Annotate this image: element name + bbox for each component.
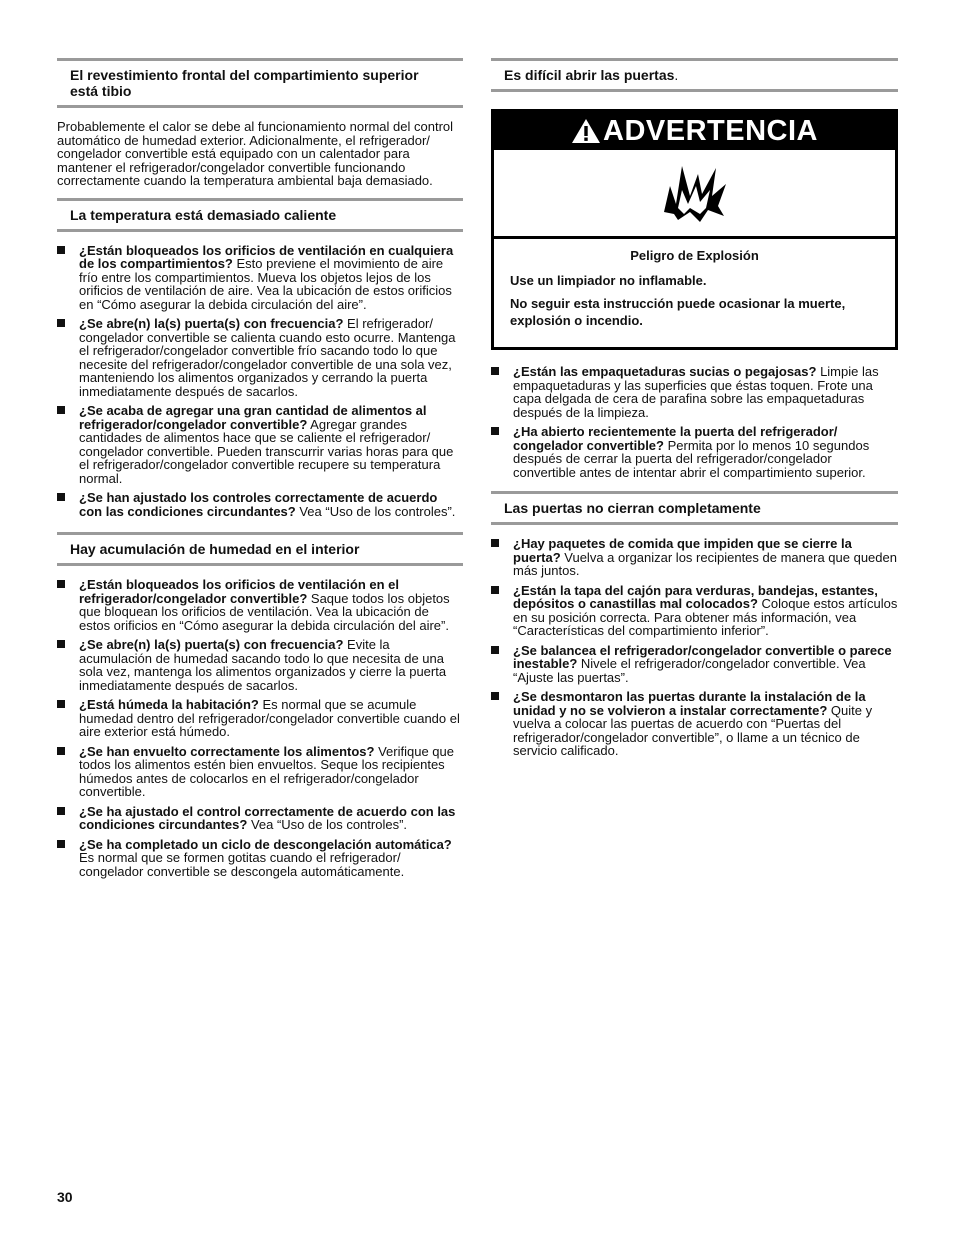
item-question: ¿Se ha completado un ciclo de descongelación automática?	[79, 836, 452, 852]
item-answer: Vea “Uso de los controles”.	[247, 817, 408, 832]
bullet-square-icon	[57, 580, 65, 588]
section-heading: Las puertas no cierran completamente	[491, 491, 898, 525]
item-answer: Saque todos los objetos que bloquean los orificios de ventilación. Vea la ubicación de estos orificios en “Cómo asegurar la debida circulación del aire”.	[79, 590, 450, 633]
warning-line: No seguir esta instrucción puede ocasionar la muerte, explosión o incendio.	[510, 296, 846, 328]
list-item	[57, 491, 463, 518]
item-question: ¿Se desmontaron las puertas durante la instalación de la unidad y no se volvieron a instalar correctamente?	[513, 689, 866, 718]
item-question: ¿Se acaba de agregar una gran cantidad de alimentos al refrigerador/congelador convertible?	[79, 403, 427, 432]
warning-pictogram	[494, 150, 895, 239]
item-answer: Evite la acumulación de humedad sacando todo lo que necesita de una sola vez, mantenga los alimentos organizados y cierre la puerta inmediatamente después de sacarlos.	[79, 637, 447, 693]
item-answer: Vea “Uso de los controles”.	[295, 503, 456, 519]
list-item	[491, 584, 898, 638]
bullet-square-icon	[57, 640, 65, 648]
item-answer: Coloque estos artículos en su posición correcta. Para obtener más información, vea “Características del compartimiento inferior”.	[513, 596, 898, 638]
item-answer: Esto previene el movimiento de aire frío entre los compartimientos. Mueva los objetos lejos de los orificios de ventilación de aire. Vea la ubicación de estos orificios en “Cómo asegurar la debida circulación del aire”.	[79, 256, 452, 312]
bullet-square-icon	[57, 493, 65, 501]
warning-line: Use un limpiador no inflamable.	[510, 273, 707, 288]
list-item	[57, 578, 463, 632]
list-item	[57, 317, 463, 398]
bullet-square-icon	[57, 319, 65, 327]
left-column	[57, 58, 463, 884]
bullet-list	[57, 578, 463, 878]
section-heading: El revestimiento frontal del compartimiento superior está tibio	[57, 58, 463, 108]
item-question: ¿Están bloqueados los orificios de ventilación en el refrigerador/congelador convertible?	[79, 577, 400, 606]
item-question: ¿Está húmeda la habitación?	[79, 697, 259, 712]
list-item	[57, 638, 463, 692]
item-answer: Es normal que se acumule humedad dentro del refrigerador/congelador convertible cuando el aire exterior está húmedo.	[79, 697, 460, 739]
list-item	[57, 838, 463, 879]
item-question: ¿Se balancea el refrigerador/congelador convertible o parece inestable?	[513, 642, 892, 671]
item-answer: Verifique que todos los alimentos estén bien envueltos. Seque los recipientes húmedos antes de colocarlos en el refrigerador/congelador convertible.	[79, 743, 454, 799]
list-item	[491, 644, 898, 685]
item-question: ¿Se abre(n) la(s) puerta(s) con frecuencia?	[79, 637, 344, 652]
item-answer: El refrigerador/ congelador convertible se calienta cuando esto ocurre. Mantenga el refrigerador/congelador convertible frío sacando todo lo que necesite del refrigerador/congelador convertible de una sola vez, manteniendo los alimentos organizados y cerrando la puerta inmediatamente después de sacarlos.	[79, 316, 456, 399]
list-item	[57, 244, 463, 312]
item-answer: Nivele el refrigerador/congelador convertible. Vea “Ajuste las puertas”.	[513, 656, 866, 685]
bullet-square-icon	[491, 646, 499, 654]
warning-title-bar	[494, 112, 895, 150]
bullet-square-icon	[491, 367, 499, 375]
bullet-square-icon	[57, 246, 65, 254]
item-question: ¿Se han envuelto correctamente los alimentos?	[79, 743, 375, 759]
item-question: ¿Se ha ajustado el control correctamente de acuerdo con las condiciones circundantes?	[79, 803, 456, 832]
bullet-square-icon	[491, 539, 499, 547]
item-question: ¿Ha abierto recientemente la puerta del refrigerador/ congelador convertible?	[513, 424, 838, 453]
warning-title: ADVERTENCIA	[603, 114, 818, 147]
right-column	[491, 58, 898, 764]
item-question: ¿Están las empaquetaduras sucias o pegajosas?	[513, 364, 817, 379]
section-heading	[491, 58, 898, 92]
bullet-square-icon	[57, 406, 65, 414]
paragraph: Probablemente el calor se debe al funcionamiento normal del control automático de humedad exterior. Adicionalmente, el refrigerador/ congelador convertible está equipado con un calentador para mantener el refrigerador/congelador convertible funcionando correctamente cuando la temperatura ambiental baja demasiado.	[57, 119, 454, 188]
list-item	[491, 537, 898, 578]
section-heading: La temperatura está demasiado caliente	[57, 198, 463, 232]
item-answer: Agregar grandes cantidades de alimentos hace que se caliente el refrigerador/ congelador convertible. Pueden transcurrir varias horas para que el refrigerador/congelador convertible recupere su temperatura normal.	[79, 416, 454, 486]
list-item	[57, 745, 463, 799]
list-item	[57, 698, 463, 739]
item-question: ¿Hay paquetes de comida que impiden que se cierre la puerta?	[513, 536, 852, 565]
list-item	[491, 690, 898, 758]
bullet-list	[491, 537, 898, 758]
item-answer: Vuelva a organizar los recipientes de manera que queden más juntos.	[513, 549, 897, 578]
warning-text	[494, 239, 895, 347]
bullet-square-icon	[491, 586, 499, 594]
item-answer: Permita por lo menos 10 segundos después de cerrar la puerta del refrigerador/congelador convertible antes de intentar abrir el compartimiento superior.	[513, 437, 870, 480]
item-question: ¿Se abre(n) la(s) puerta(s) con frecuencia?	[79, 316, 344, 331]
warning-danger-label: Peligro de Explosión	[630, 248, 759, 263]
bullet-square-icon	[491, 427, 499, 435]
bullet-square-icon	[57, 840, 65, 848]
heading-period: .	[674, 67, 679, 83]
heading-text: Es difícil abrir las puertas	[504, 67, 675, 83]
explosion-icon	[660, 160, 730, 226]
item-answer: Es normal que se formen gotitas cuando el refrigerador/ congelador convertible se descongela automáticamente.	[79, 850, 405, 879]
page-number: 30	[57, 1189, 73, 1205]
bullet-square-icon	[57, 747, 65, 755]
bullet-square-icon	[57, 700, 65, 708]
list-item	[491, 365, 898, 419]
item-question: ¿Están la tapa del cajón para verduras, bandejas, estantes, depósitos o canastillas mal colocados?	[513, 582, 878, 611]
section-heading: Hay acumulación de humedad en el interior	[57, 532, 463, 566]
item-question: ¿Se han ajustado los controles correctamente de acuerdo con las condiciones circundantes?	[79, 490, 438, 519]
list-item	[57, 404, 463, 485]
item-answer: Quite y vuelva a colocar las puertas de acuerdo con “Puertas del refrigerador/congelador convertible”, o llame a un técnico de servicio calificado.	[513, 702, 873, 758]
item-answer: Limpie las empaquetaduras y las superficies que éstas toquen. Frote una capa delgada de cera de parafina sobre las empaquetaduras después de la limpieza.	[513, 364, 879, 420]
bullet-list	[57, 244, 463, 519]
list-item	[491, 425, 898, 479]
bullet-list	[491, 365, 898, 479]
item-question: ¿Están bloqueados los orificios de ventilación en cualquiera de los compartimientos?	[79, 242, 454, 271]
bullet-square-icon	[57, 807, 65, 815]
warning-triangle-icon	[571, 118, 601, 144]
warning-box	[491, 109, 898, 350]
bullet-square-icon	[491, 692, 499, 700]
list-item	[57, 805, 463, 832]
